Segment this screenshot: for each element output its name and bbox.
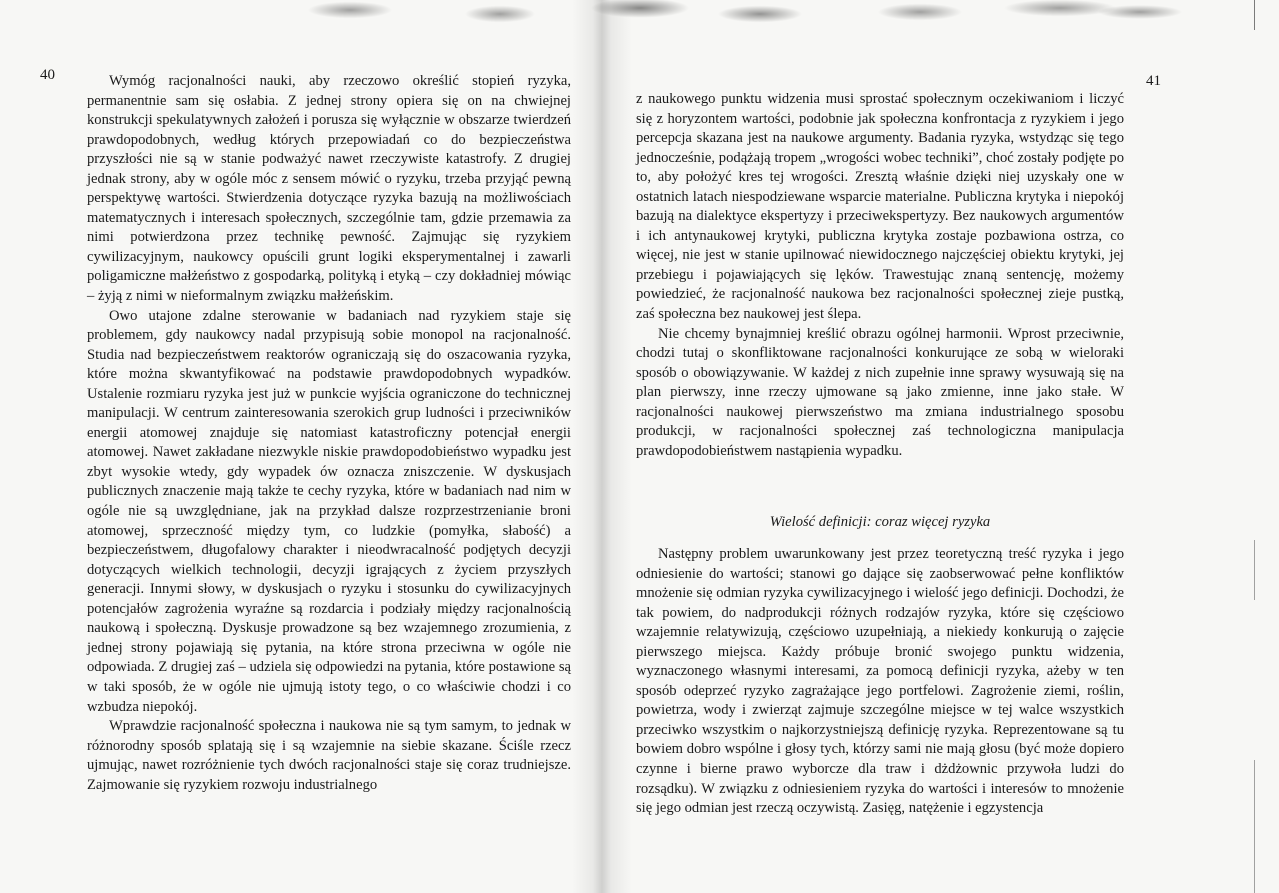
page-edge [1254,0,1255,893]
paragraph: Nie chcemy bynajmniej kreślić obrazu ogólnej harmonii. Wprost przeciwnie, chodzi tutaj o skonfliktowane racjonalności konkurujące ze sobą w wieloraki sposób o obowiązywanie. W każdej z nich zupełnie inne sprawy wysuwają się na plan pierwszy, inne rzeczy ujmowane są jako zmienne, inne jako stałe. W racjonalności naukowej pierwszeństwo ma zmiana industrialnego sposobu produkcji, w racjonalności społecznej zaś technologiczna manipulacja prawdopodobieństwem nastąpienia wypadku. [636,325,1124,459]
page-number-left: 40 [40,67,55,83]
scan-shadow-top [0,0,1279,40]
left-page-text [87,72,571,795]
right-page-text-top [636,90,1124,461]
paragraph: Wymóg racjonalności nauki, aby rzeczowo określić stopień ryzyka, permanentnie sam się osłabia. Z jednej strony opiera się on na chwiejnej konstrukcji spekulatywnych założeń i porusza się wyłącznie w obszarze twierdzeń prawdopodobnych, według których przepowiadań co do bezpieczeństwa przyszłości nie są w stanie podważyć nawet rzeczywiste katastrofy. Z drugiej jednak strony, aby w ogóle móc z sensem mówić o ryzyku, trzeba przyjąć pewną perspektywę wartości. Stwierdzenia dotyczące ryzyka bazują na możliwościach matematycznych i interesach społecznych, szczególnie tam, gdzie przemawia za nimi potwierdzona przez technikę pewność. Zajmując się ryzykiem cywilizacyjnym, naukowcy opuścili grunt logiki eksperymentalnej i zawarli poligamiczne małżeństwo z gospodarką, polityką i etyką – czy dokładniej mówiąc – żyją z nimi w nieformalnym związku małżeńskim. [87,73,571,305]
book-gutter [572,0,632,893]
page-number-right: 41 [1146,73,1161,89]
paragraph: Wprawdzie racjonalność społeczna i naukowa nie są tym samym, to jednak w różnorodny sposób splatają się i są wzajemnie na siebie skazane. Ściśle rzecz ujmując, nawet rozróżnienie tych dwóch racjonalności staje się coraz trudniejsze. Zajmowanie się ryzykiem rozwoju industrialnego [87,718,571,793]
section-heading: Wielość definicji: coraz więcej ryzyka [769,514,991,530]
right-page-text-bottom [636,545,1124,819]
paragraph: Owo utajone zdalne sterowanie w badaniach nad ryzykiem staje się problemem, gdy naukowcy nadal przypisują sobie monopol na racjonalność. Studia nad bezpieczeństwem reaktorów ograniczają się do oszacowania ryzyka, które można skwantyfikować na podstawie prawdopodobnych wypadków. Ustalenie rozmiaru ryzyka jest już w punkcie wyjścia ograniczone do technicznej manipulacji. W centrum zainteresowania szerokich grup ludności i przeciwników energii atomowej znajduje się natomiast katastroficzny potencjał energii atomowej. Nawet zakładane niezwykle niskie prawdopodobieństwo wypadku jest zbyt wysokie wtedy, gdy wypadek ów oznacza zniszczenie. W dyskusjach publicznych znaczenie mają także te cechy ryzyka, które w badaniach nad nim w ogóle nie są uwzględniane, jak na przykład dalsze rozprzestrzenianie broni atomowej, sprzeczność między tym, co ludzkie (pomyłka, słabość) a bezpieczeństwem, długofalowy charakter i nieodwracalność podjętych decyzji dotyczących wielkich technologii, decyzji igrających z życiem przyszłych generacji. Innymi słowy, w dyskusjach o ryzyku i stosunku do cywilizacyjnych potencjałów zagrożenia wyraźne są rozdarcia i podziały między racjonalnością naukową i społeczną. Dyskusje prowadzone są bez wzajemnego zrozumienia, z jednej strony pojawiają się pytania, na które strona przeciwna w ogóle nie odpowiada. Z drugiej zaś – udziela się odpowiedzi na pytania, które postawione są w taki sposób, że w ogóle nie ujmują istoty tego, o co właściwie chodzi i co wzbudza niepokój. [87,307,571,715]
paragraph: Następny problem uwarunkowany jest przez teoretyczną treść ryzyka i jego odniesienie do wartości; stanowi go dające się zaobserwować pełne konfliktów mnożenie się odmian ryzyka cywilizacyjnego i wielość jego definicji. Dochodzi, że tak powiem, do nadprodukcji różnych rodzajów ryzyka, które się częściowo wzajemnie relatywizują, częściowo uzupełniają, a niekiedy konkurują o zajęcie pierwszego miejsca. Każdy próbuje bronić swojego punktu widzenia, wyznaczonego własnymi interesami, za pomocą definicji ryzyka, ażeby w ten sposób odeprzeć ryzyko zagrażające jego portfelowi. Zagrożenie ziemi, roślin, powietrza, wody i zwierząt zajmuje szczególne miejsce w tej walce wszystkich przeciwko wszystkim o najkorzystniejszą definicję ryzyka. Reprezentowane są tu bowiem dobro wspólne i głosy tych, którzy sami nie mają głosu (być może dopiero czynne i bierne prawo wyborcze dla traw i dżdżownic przywoła ludzi do rozsądku). W związku z odniesieniem ryzyka do wartości i interesów to mnożenie się jego odmian jest rzeczą oczywistą. Zasięg, natężenie i egzystencja [636,546,1124,817]
paragraph: z naukowego punktu widzenia musi sprostać społecznym oczekiwaniom i liczyć się z horyzontem wartości, podobnie jak społeczna konfrontacja z ryzykiem i jego percepcja skazana jest na naukowe argumenty. Badania ryzyka, wstydząc się tego jednocześnie, podążają tropem „wrogości wobec techniki”, choć zostały podjęte po to, aby położyć kres tej wrogości. Zresztą właśnie dzięki niej uzyskały one w ostatnich latach niespodziewane wsparcie materialne. Publiczna krytyka i niepokój bazują na dialektyce ekspertyzy i przeciwekspertyzy. Bez naukowych argumentów i ich antynaukowej krytyki, publiczna krytyka zostaje pozbawiona ostrza, co więcej, nie jest w stanie upilnować niewidocznego najczęściej obiektu krytyki, jej przebiegu i pojawiających się lęków. Trawestując znaną sentencję, możemy powiedzieć, że racjonalność naukowa bez racjonalności społecznej zieje pustką, zaś społeczna bez naukowej jest ślepa. [636,91,1124,323]
